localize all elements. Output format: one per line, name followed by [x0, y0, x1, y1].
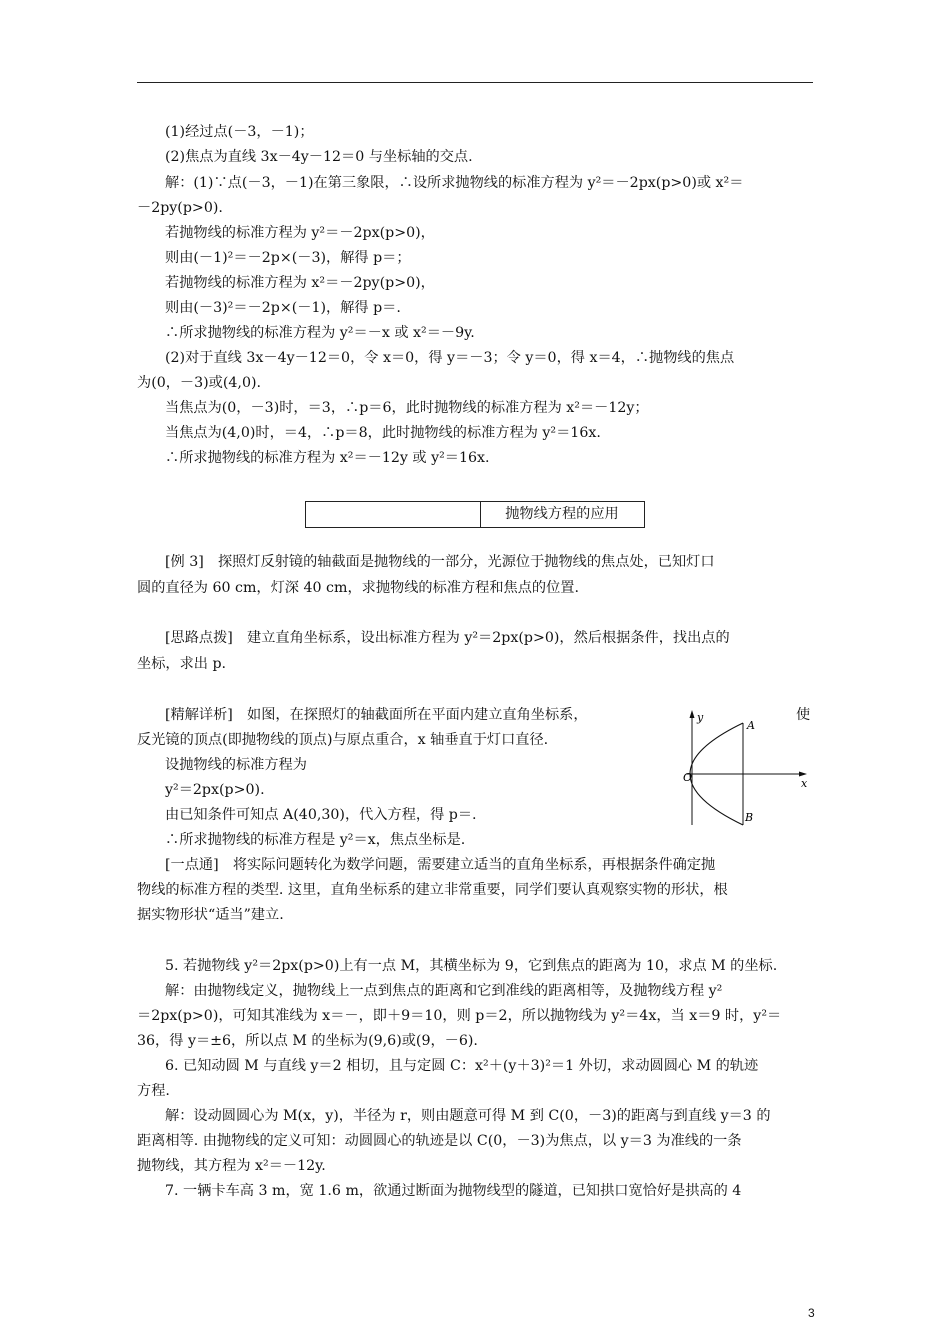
text-line: 5. 若抛物线 y²＝2px(p>0)上有一点 M，其横坐标为 9，它到焦点的距离为 10，求点 M 的坐标. [165, 958, 778, 974]
point-a-label: A [747, 719, 755, 732]
text-line: 坐标，求出 p. [137, 656, 227, 672]
text-line: ∴所求抛物线的标准方程为 y²＝－x 或 x²＝－9y. [165, 325, 475, 341]
text-line: 则由(－3)²＝－2p×(－1)，解得 p＝. [165, 300, 401, 316]
text-line: 反光镜的顶点(即抛物线的顶点)与原点重合，x 轴垂直于灯口直径. [137, 732, 549, 748]
text-line: (1)经过点(－3，－1)； [165, 124, 314, 140]
text-line: ∴所求抛物线的标准方程是 y²＝x，焦点坐标是. [165, 832, 466, 848]
text-line: 若抛物线的标准方程为 x²＝－2py(p>0)， [165, 275, 435, 291]
text-line: y²＝2px(p>0). [165, 782, 265, 798]
text-line: ∴所求抛物线的标准方程为 x²＝－12y 或 y²＝16x. [165, 450, 490, 466]
text-line: 若抛物线的标准方程为 y²＝－2px(p>0)， [165, 225, 435, 241]
text-line: 距离相等. 由抛物线的定义可知：动圆圆心的轨迹是以 C(0，－3)为焦点，以 y＝3 为准线的一条 [137, 1133, 742, 1149]
section-title: 抛物线方程的应用 [505, 506, 619, 522]
text-line: [一点通] 将实际问题转化为数学问题，需要建立适当的直角坐标系，再根据条件确定抛 [165, 857, 716, 873]
text-line: 则由(－1)²＝－2p×(－3)，解得 p＝； [165, 250, 411, 266]
text-line: 当焦点为(4,0)时，＝4，∴p＝8，此时抛物线的标准方程为 y²＝16x. [165, 425, 601, 441]
text-line: 由已知条件可知点 A(40,30)，代入方程，得 p＝. [165, 807, 477, 823]
text-line: 解：(1)∵点(－3，－1)在第三象限，∴设所求抛物线的标准方程为 y²＝－2px(p>0)或 x²＝ [165, 175, 744, 191]
text-line: 7. 一辆卡车高 3 m，宽 1.6 m，欲通过断面为抛物线型的隧道，已知拱口宽恰好是拱高的 4 [165, 1183, 742, 1199]
text-line: 36，得 y＝±6，所以点 M 的坐标为(9,6)或(9，－6). [137, 1033, 478, 1049]
text-line: －2py(p>0). [137, 200, 223, 216]
header-rule [137, 82, 813, 83]
x-axis-arrow [799, 772, 807, 777]
text-line: 解：由抛物线定义，抛物线上一点到焦点的距离和它到准线的距离相等，及抛物线方程 y² [165, 983, 723, 999]
text-line: 设抛物线的标准方程为 [165, 757, 307, 773]
text-line: (2)焦点为直线 3x－4y－12＝0 与坐标轴的交点. [165, 149, 473, 165]
point-b-label: B [745, 811, 754, 824]
parabola-figure [683, 707, 815, 831]
text-line: ＝2px(p>0)，可知其准线为 x＝－，即＋9＝10，则 p＝2，所以抛物线为 y²＝4x，当 x＝9 时，y²＝ [137, 1008, 782, 1024]
text-line: 6. 已知动圆 M 与直线 y＝2 相切，且与定圆 C：x²＋(y＋3)²＝1 外切，求动圆圆心 M 的轨迹 [165, 1058, 759, 1074]
text-line: 圆的直径为 60 cm，灯深 40 cm，求抛物线的标准方程和焦点的位置. [137, 580, 579, 596]
trailing-word: 使 [796, 707, 811, 723]
section-heading-box [305, 501, 645, 528]
text-line: 方程. [137, 1083, 170, 1099]
text-line: 当焦点为(0，－3)时，＝3，∴p＝6，此时抛物线的标准方程为 x²＝－12y； [165, 400, 649, 416]
text-line: 物线的标准方程的类型. 这里，直角坐标系的建立非常重要，同学们要认真观察实物的形状，根 [137, 882, 728, 898]
x-label: x [801, 777, 808, 790]
text-line: (2)对于直线 3x－4y－12＝0，令 x＝0，得 y＝－3；令 y＝0，得 x＝4，∴抛物线的焦点 [165, 350, 735, 366]
text-line: [思路点拨] 建立直角坐标系，设出标准方程为 y²＝2px(p>0)，然后根据条件，找出点的 [165, 630, 730, 646]
page-number: 3 [808, 1306, 815, 1320]
text-line: 为(0，－3)或(4,0). [137, 375, 262, 391]
text-line: [例 3] 探照灯反射镜的轴截面是抛物线的一部分，光源位于抛物线的焦点处，已知灯口 [165, 554, 715, 570]
text-line: 抛物线，其方程为 x²＝－12y. [137, 1158, 326, 1174]
text-line: [精解详析] 如图，在探照灯的轴截面所在平面内建立直角坐标系， [165, 707, 588, 723]
text-line: 据实物形状“适当”建立. [137, 907, 284, 923]
text-line: 解：设动圆圆心为 M(x，y)，半径为 r，则由题意可得 M 到 C(0，－3)的距离与到直线 y＝3 的 [165, 1108, 771, 1124]
y-axis-arrow [690, 710, 695, 718]
y-label: y [697, 711, 704, 724]
origin-label: O [683, 771, 693, 784]
